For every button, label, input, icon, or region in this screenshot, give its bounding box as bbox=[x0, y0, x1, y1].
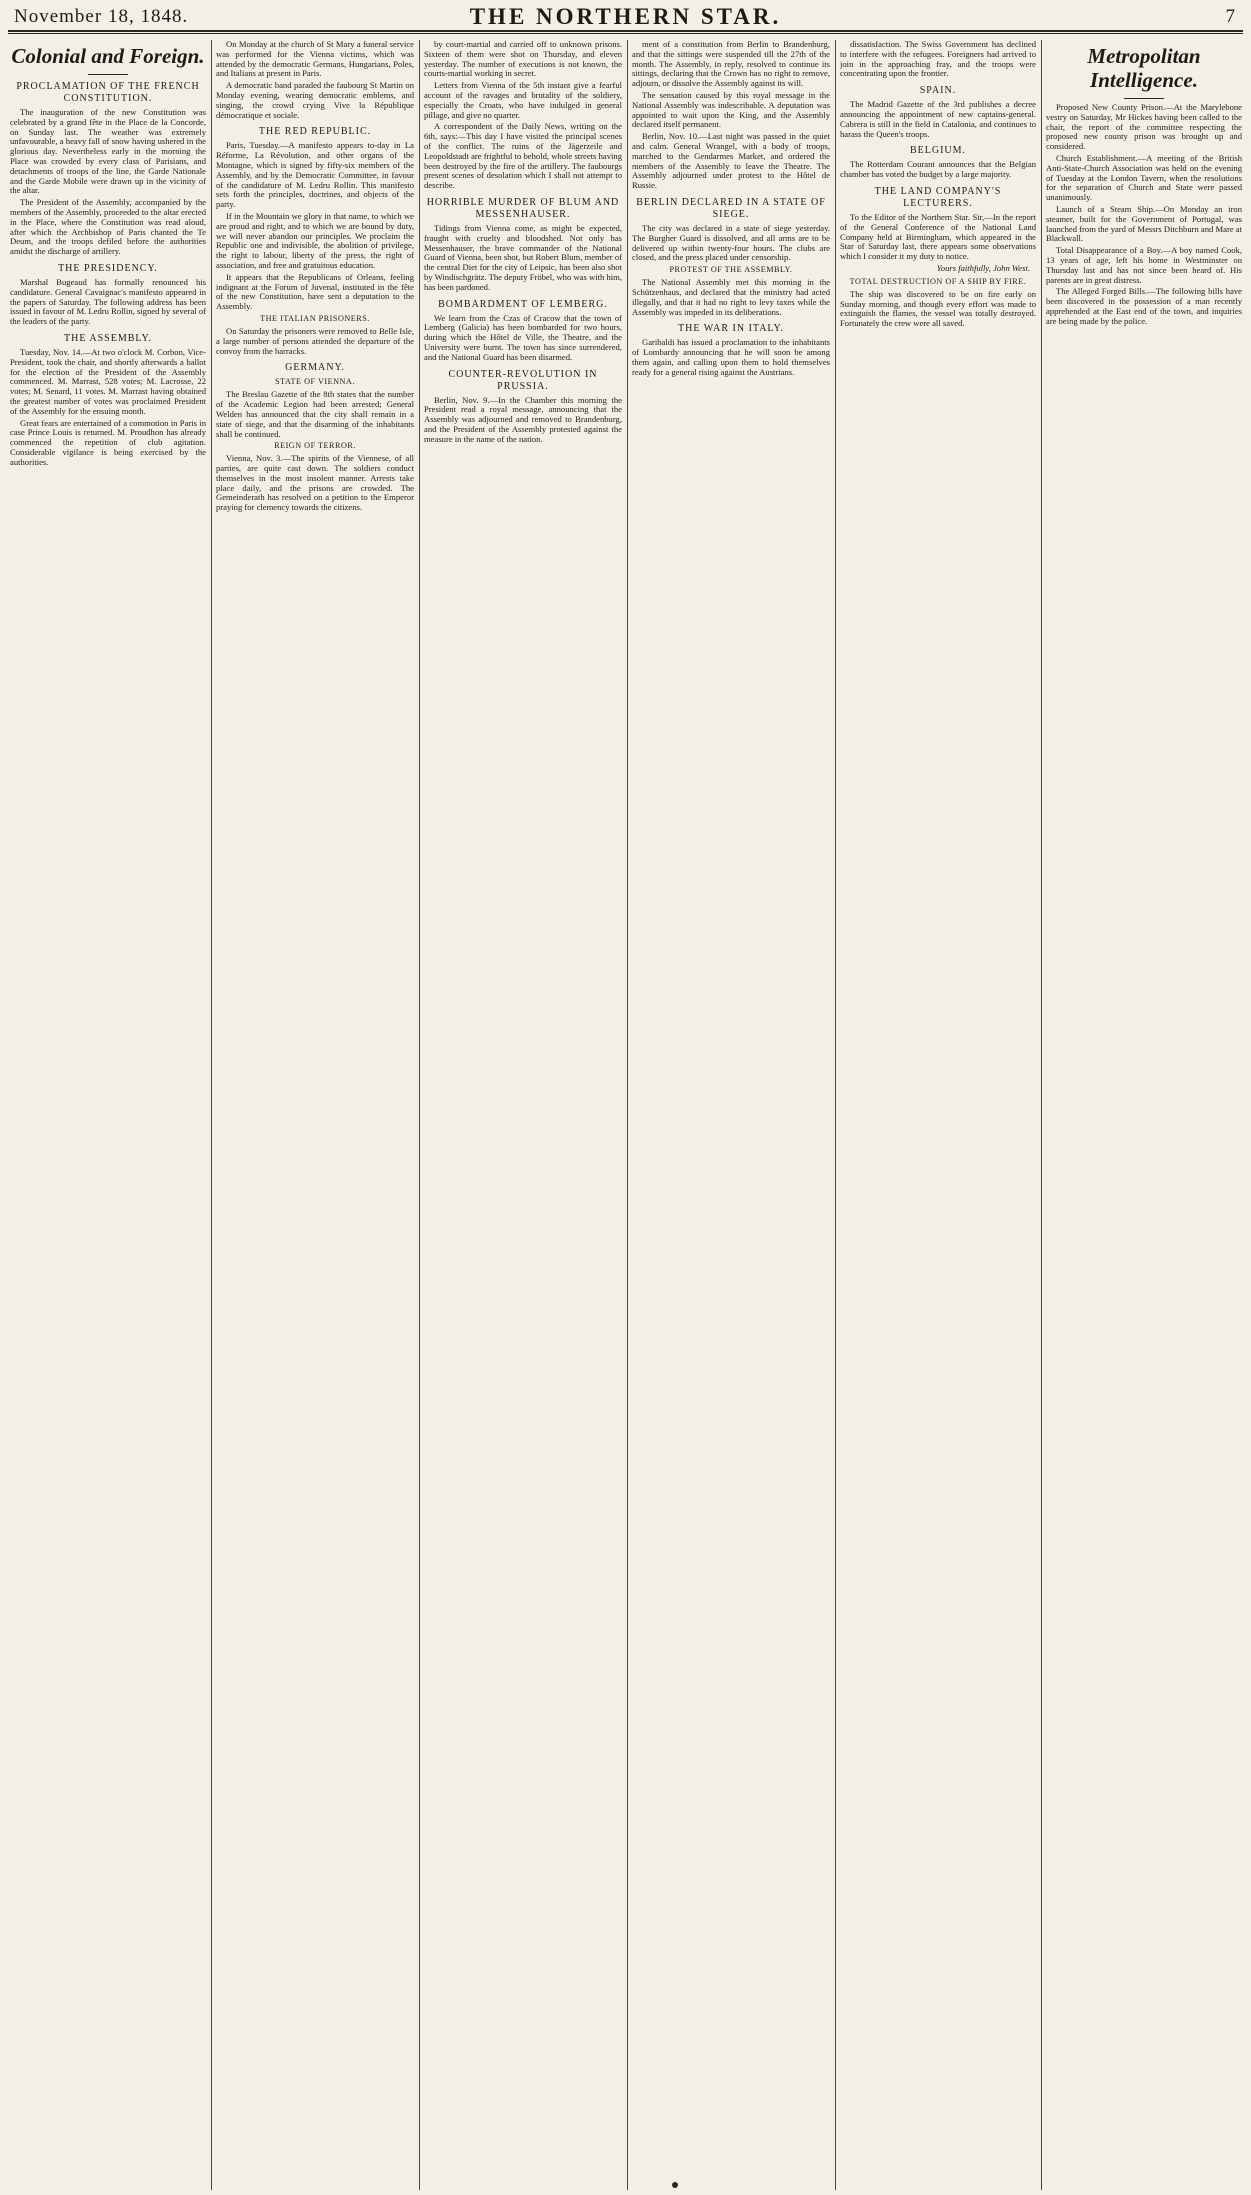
article-paragraph: Tuesday, Nov. 14.—At two o'clock M. Corbon, Vice-President, took the chair, and shortly afterwards a ballot for the election of the President of the Assembly commenced. M. Marrast, 528 votes; M. Lacrosse, 22 votes; M. Senard, 11 votes. M. Marrast having obtained the greatest number of votes was proclaimed President of the Assembly for the ensuing month. bbox=[10, 346, 206, 416]
article-heading: BELGIUM. bbox=[909, 145, 967, 157]
column-divider bbox=[211, 40, 212, 2190]
article-heading: THE PRESIDENCY. bbox=[58, 262, 158, 274]
page-number: 7 bbox=[1225, 6, 1235, 27]
article-heading: THE ASSEMBLY. bbox=[64, 332, 152, 344]
column-5 bbox=[840, 40, 1036, 2190]
article-heading: SPAIN. bbox=[919, 85, 957, 97]
article-paragraph: Launch of a Steam Ship.—On Monday an iron steamer, built for the Government of Portugal, was launched from the yard of Messrs Ditchburn and Mare at Blackwall. bbox=[1046, 203, 1242, 244]
article-subheading: REIGN OF TERROR. bbox=[274, 441, 356, 451]
article-heading: THE LAND COMPANY'S LECTURERS. bbox=[874, 185, 1002, 209]
column-1 bbox=[10, 40, 206, 2190]
column-6 bbox=[1046, 40, 1242, 2190]
article-heading: PROTEST OF THE ASSEMBLY. bbox=[669, 265, 793, 275]
section-heading-metropolitan: Metropolitan Intelligence. bbox=[1087, 44, 1201, 92]
article-paragraph: ment of a constitution from Berlin to Brandenburg, and that the sittings were suspended till the 27th of the month. The Assembly, in reply, resolved to continue its sittings, declaring that the Crown has no right to remove, adjourn, or dissolve the Assembly against its will. bbox=[632, 40, 830, 89]
column-divider bbox=[835, 40, 836, 2190]
column-divider bbox=[419, 40, 420, 2190]
article-paragraph: On Saturday the prisoners were removed to Belle Isle, a large number of persons attended the departure of the convoy from the barracks. bbox=[216, 325, 414, 356]
article-paragraph: A correspondent of the Daily News, writing on the 6th, says:—This day I have visited the principal scenes of the conflict. The ruins of the Jägerzeile and Leopoldstadt are frightful to behold, whole streets having been destroyed by the fire of the artillery. The faubourgs present scenes of desolation which I shall not attempt to describe. bbox=[424, 121, 622, 191]
article-heading: BOMBARDMENT OF LEMBERG. bbox=[438, 298, 608, 310]
divider bbox=[1124, 98, 1164, 99]
article-paragraph: The President of the Assembly, accompanied by the members of the Assembly, proceeded to the altar erected in the Place, where the Constitution was read aloud, after which the Archbishop of Paris chanted the Te Deum, and the troops defiled before the authorities amidst the discharge of artillery. bbox=[10, 197, 206, 257]
article-paragraph: dissatisfaction. The Swiss Government has declined to interfere with the refugees. Foreigners had arrived to join in the approaching fray, and the troops were concentrating upon the frontier. bbox=[840, 40, 1036, 79]
article-paragraph: It appears that the Republicans of Orleans, feeling indignant at the Forum of Juvenal, instituted in the fête of the new Constitution, have sent a deputation to the Assembly. bbox=[216, 271, 414, 312]
letter-signature: Yours faithfully, John West. bbox=[936, 262, 1030, 273]
article-paragraph: Berlin, Nov. 10.—Last night was passed in the quiet and calm. General Wrangel, with a body of troops, marched to the Gendarmes Market, and ordered the members of the Assembly to leave the Theatre. The Assembly adjourned under protest to the Hôtel de Russie. bbox=[632, 131, 830, 191]
masthead bbox=[8, 4, 1243, 32]
article-paragraph: If in the Mountain we glory in that name, to which we are proud and right, and to which we are bound by duty, we will never abandon our principles. We proclaim the Republic one and indivisible, the abolition of privilege, the right to labour, liberty of the press, the right of association, and free and gratuitous education. bbox=[216, 210, 414, 270]
article-heading: TOTAL DESTRUCTION OF A SHIP BY FIRE. bbox=[849, 276, 1027, 286]
article-subheading: STATE OF VIENNA. bbox=[275, 377, 355, 387]
article-paragraph: Proposed New County Prison.—At the Marylebone vestry on Saturday, Mr Hickes having been called to the chair, the report of the committee respecting the proposed new county prison was brought up and considered. bbox=[1046, 102, 1242, 152]
divider bbox=[88, 74, 128, 75]
article-heading: THE WAR IN ITALY. bbox=[678, 323, 784, 335]
article-paragraph: Vienna, Nov. 3.—The spirits of the Viennese, of all parties, are quite cast down. The soldiers conduct themselves in the most insolent manner. Arrests take place daily, and the prisons are crowded. The Gemeinderath has resolved on a petition to the Emperor praying for clemency towards the citizens. bbox=[216, 453, 414, 513]
article-paragraph: The Rotterdam Courant announces that the Belgian chamber has voted the budget by a large majority. bbox=[840, 159, 1036, 180]
article-paragraph: Total Disappearance of a Boy.—A boy named Cook, 13 years of age, left his home in Westminster on Thursday last and has not since been heard of. His parents are in great distress. bbox=[1046, 245, 1242, 285]
article-heading: PROCLAMATION OF THE FRENCH CONSTITUTION. bbox=[16, 81, 200, 104]
article-paragraph: The Madrid Gazette of the 3rd publishes a decree announcing the appointment of new captains-general. Cabrera is still in the field in Catalonia, and continues to harass the Queen's troops. bbox=[840, 99, 1036, 139]
column-divider bbox=[1041, 40, 1042, 2190]
column-4 bbox=[632, 40, 830, 2190]
article-heading: COUNTER-REVOLUTION IN PRUSSIA. bbox=[448, 368, 598, 392]
article-paragraph: The sensation caused by this royal message in the National Assembly was indescribable. A deputation was appointed to wait upon the King, and the Assembly declared itself permanent. bbox=[632, 89, 830, 130]
issue-date: November 18, 1848. bbox=[14, 6, 189, 27]
article-paragraph: The National Assembly met this morning in the Schützenhaus, and declared that the ministry had acted illegally, and that it had no right to levy taxes while the Assembly was impeded in its deliberations. bbox=[632, 277, 830, 317]
article-paragraph: by court-martial and carried off to unknown prisons. Sixteen of them were shot on Thursday, and eleven yesterday. The number of executions is not known, the courts-martial working in secret. bbox=[424, 40, 622, 79]
article-paragraph: Garibaldi has issued a proclamation to the inhabitants of Lombardy announcing that he will soon be among them again, and calling upon them to hold themselves ready for a general rising against the Austrians. bbox=[632, 337, 830, 377]
article-paragraph: We learn from the Czas of Cracow that the town of Lemberg (Galicia) has been bombarded for two hours, during which the Hôtel de Ville, the Theatre, and the University were burnt. The town has since surrendered, and the National Guard has been disarmed. bbox=[424, 312, 622, 362]
article-paragraph: Letters from Vienna of the 5th instant give a fearful account of the ravages and brutality of the soldiery, especially the Croats, who have indulged in general pillage, and give no quarter. bbox=[424, 80, 622, 120]
column-divider bbox=[627, 40, 628, 2190]
article-paragraph: The inauguration of the new Constitution was celebrated by a grand fête in the Place de la Concorde, on Sunday last. The weather was extremely unfavourable, a heavy fall of snow having ushered in the glorious day. Nevertheless early in the morning the Place was crowded by every class of Parisians, and detachments of troops of the line, the Garde Nationale and the Garde Mobile were drawn up in the vicinity of the altar. bbox=[10, 107, 206, 196]
article-heading: HORRIBLE MURDER OF BLUM AND MESSENHAUSER. bbox=[426, 196, 620, 220]
article-paragraph: Berlin, Nov. 9.—In the Chamber this morning the President read a royal message, announcing that the Assembly was adjourned and removed to Brandenburg, and the President of the Assembly protested against the measure in the name of the nation. bbox=[424, 394, 622, 444]
article-heading: BERLIN DECLARED IN A STATE OF SIEGE. bbox=[636, 196, 826, 220]
article-paragraph: The city was declared in a state of siege yesterday. The Burgher Guard is dissolved, and all arms are to be delivered up within twenty-four hours. The clubs are closed, and the press placed under censorship. bbox=[632, 222, 830, 263]
article-heading: GERMANY. bbox=[285, 362, 345, 374]
article-paragraph: The Alleged Forged Bills.—The following bills have been discovered in the possession of a man recently apprehended at the East end of the town, and inquiries are being made by the police. bbox=[1046, 286, 1242, 326]
article-paragraph: To the Editor of the Northern Star. Sir,—In the report of the General Conference of the National Land Company held at Birmingham, which appeared in the Star of Saturday last, there appears some observations which I consider it my duty to notice. bbox=[840, 211, 1036, 262]
article-paragraph: Great fears are entertained of a commotion in Paris in case Prince Louis is returned. M. Proudhon has already commenced the repetition of club agitation. Considerable vigilance is being exercised by the authorities. bbox=[10, 417, 206, 467]
article-heading: THE ITALIAN PRISONERS. bbox=[260, 313, 370, 323]
article-paragraph: Paris, Tuesday.—A manifesto appears to-day in La Réforme, La Révolution, and other organs of the Montagne, which is signed by fifty-six members of the Assembly, and by the Democratic Committee, in favour of the candidature of M. Ledru Rollin. This manifesto sets forth the principles, doctrines, and objects of the party. bbox=[216, 140, 414, 210]
article-paragraph: On Monday at the church of St Mary a funeral service was performed for the Vienna victims, which was attended by the democratic Germans, Hungarians, Poles, and Italians at present in Paris. bbox=[216, 40, 414, 79]
article-paragraph: The Breslau Gazette of the 8th states that the number of the Academic Legion had been arrested; General Welden has announced that the city shall remain in a state of siege, and that the disarming of the inhabitants shall be continued. bbox=[216, 389, 414, 439]
article-paragraph: The ship was discovered to be on fire early on Sunday morning, and though every effort was made to extinguish the flames, the vessel was totally destroyed. Fortunately the crew were all saved. bbox=[840, 288, 1036, 329]
article-paragraph: Tidings from Vienna come, as might be expected, fraught with cruelty and bloodshed. Not only has Messenhauser, the brave commander of the National Guard of Vienna, been shot, but Robert Blum, member of the central Diet for the city of Leipsic, has been also shot by Windischgrätz. The deputy Fröbel, who was with him, has been pardoned. bbox=[424, 222, 622, 292]
article-paragraph: Church Establishment.—A meeting of the British Anti-State-Church Association was held on the evening of Tuesday at the London Tavern, when the resolutions for the separation of Church and State were passed unanimously. bbox=[1046, 152, 1242, 203]
column-3 bbox=[424, 40, 622, 2190]
column-end-mark bbox=[672, 2182, 678, 2188]
article-heading: THE RED REPUBLIC. bbox=[258, 126, 372, 138]
masthead-rule bbox=[8, 33, 1243, 34]
section-heading-colonial-foreign: Colonial and Foreign. bbox=[11, 44, 205, 68]
article-paragraph: Marshal Bugeaud has formally renounced his candidature. General Cavaignac's manifesto appeared in the papers of Saturday. The following address has been issued in favour of M. Ledru Rollin, signed by several of the leaders of the party. bbox=[10, 276, 206, 327]
column-2 bbox=[216, 40, 414, 2190]
newspaper-title: THE NORTHERN STAR. bbox=[469, 4, 782, 29]
article-paragraph: A democratic band paraded the faubourg St Martin on Monday evening, wearing democratic emblems, and singing, the crowd crying Vive la République démocratique et sociale. bbox=[216, 80, 414, 120]
